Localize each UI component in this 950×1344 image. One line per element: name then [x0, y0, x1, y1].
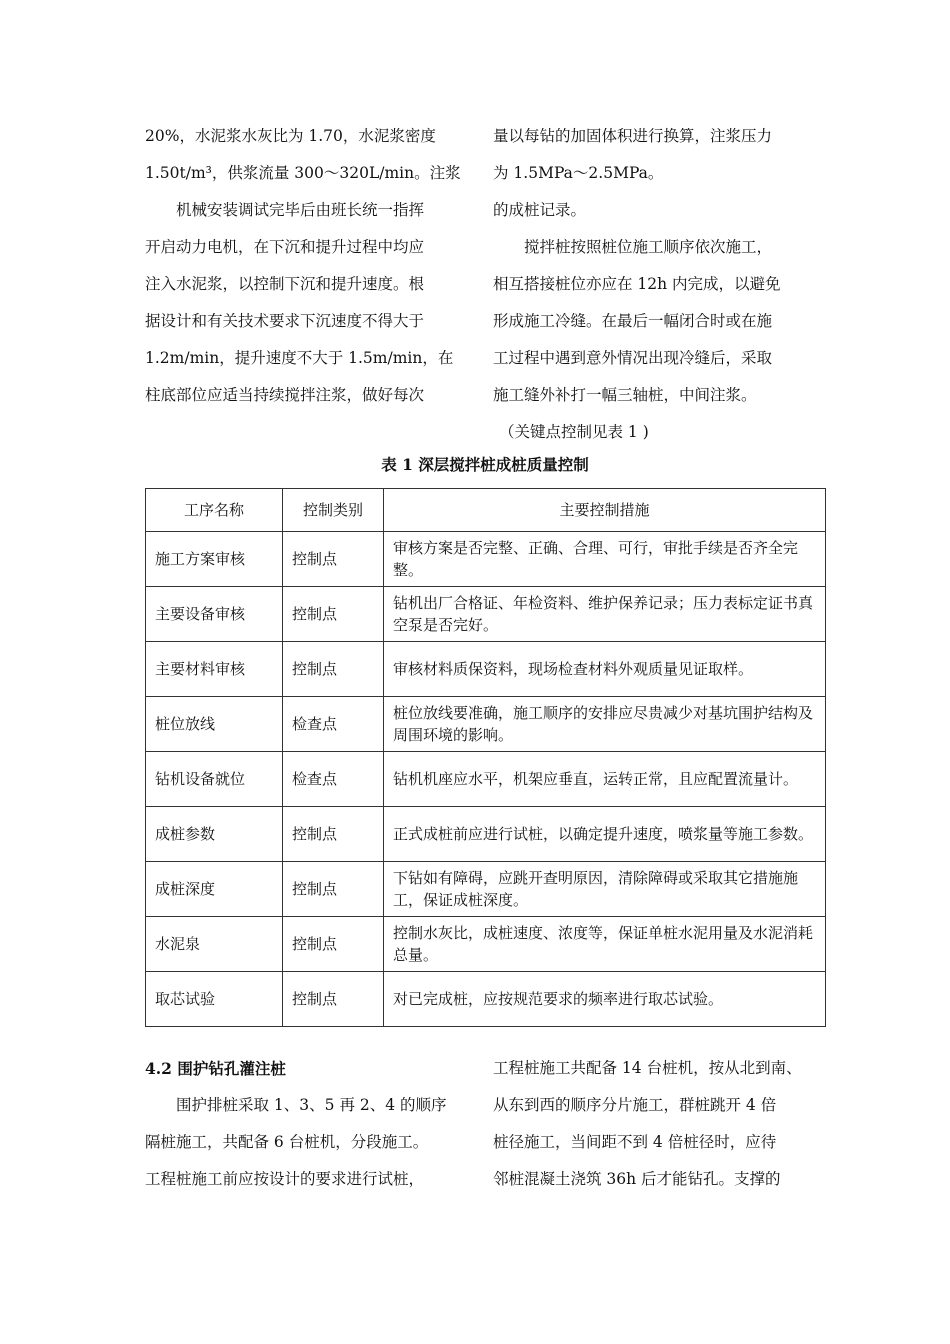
- table-row: [146, 642, 826, 697]
- process-name-cell: 水泥泉: [146, 917, 283, 972]
- table-row: [146, 532, 826, 587]
- control-measure-cell: 对已完成桩，应按规范要求的频率进行取芯试验。: [384, 972, 826, 1027]
- column-header: 工序名称: [146, 489, 283, 532]
- table-caption: 表 1 深层搅拌桩成桩质量控制: [381, 455, 589, 474]
- control-type-cell: 控制点: [283, 642, 384, 697]
- right-column-bottom: [493, 1050, 813, 1198]
- section-heading: 4.2 围护钻孔灌注桩: [145, 1059, 286, 1078]
- table-row: [146, 917, 826, 972]
- text-line: 20%，水泥浆水灰比为 1.70，水泥浆密度: [145, 127, 436, 145]
- text-line: 工过程中遇到意外情况出现冷缝后，采取: [493, 349, 773, 367]
- quality-control-table: [145, 488, 826, 1027]
- text-line: 注入水泥浆，以控制下沉和提升速度。根: [145, 275, 425, 293]
- right-column-top: [493, 118, 813, 451]
- left-column-top: [145, 118, 465, 414]
- table-row: [146, 862, 826, 917]
- text-line: 形成施工冷缝。在最后一幅闭合时或在施: [493, 312, 773, 330]
- text-line: 的成桩记录。: [493, 201, 587, 219]
- process-name-cell: 取芯试验: [146, 972, 283, 1027]
- table-row: [146, 752, 826, 807]
- text-line: 工程桩施工前应按设计的要求进行试桩，: [145, 1170, 425, 1188]
- text-line: 桩径施工，当间距不到 4 倍桩径时，应待: [493, 1133, 777, 1151]
- column-header: 主要控制措施: [384, 489, 826, 532]
- process-name-cell: 成桩参数: [146, 807, 283, 862]
- process-name-cell: 钻机设备就位: [146, 752, 283, 807]
- text-line: 开启动力电机，在下沉和提升过程中均应: [145, 238, 425, 256]
- text-line: 围护排桩采取 1、3、5 再 2、4 的顺序: [176, 1096, 447, 1114]
- control-measure-cell: 控制水灰比，成桩速度、浓度等，保证单桩水泥用量及水泥消耗总量。: [384, 917, 826, 972]
- control-type-cell: 控制点: [283, 862, 384, 917]
- text-line: 从东到西的顺序分片施工，群桩跳开 4 倍: [493, 1096, 777, 1114]
- table-row: [146, 972, 826, 1027]
- process-name-cell: 主要设备审核: [146, 587, 283, 642]
- control-type-cell: 控制点: [283, 807, 384, 862]
- control-type-cell: 控制点: [283, 917, 384, 972]
- table-row: [146, 807, 826, 862]
- control-type-cell: 控制点: [283, 972, 384, 1027]
- control-type-cell: 控制点: [283, 532, 384, 587]
- text-line: 工程桩施工共配备 14 台桩机，按从北到南、: [493, 1059, 802, 1077]
- control-measure-cell: 正式成桩前应进行试桩，以确定提升速度，喷浆量等施工参数。: [384, 807, 826, 862]
- control-type-cell: 检查点: [283, 697, 384, 752]
- table-reference: （关键点控制见表 1 ): [499, 423, 649, 441]
- text-line: 施工缝外补打一幅三轴桩，中间注浆。: [493, 386, 757, 404]
- text-line: 1.50t/m³，供浆流量 300～320L/min。注浆: [145, 164, 461, 182]
- text-line: 隔桩施工，共配备 6 台桩机，分段施工。: [145, 1133, 429, 1151]
- process-name-cell: 施工方案审核: [146, 532, 283, 587]
- control-measure-cell: 钻机机座应水平，机架应垂直，运转正常，且应配置流量计。: [384, 752, 826, 807]
- control-measure-cell: 审核方案是否完整、正确、合理、可行，审批手续是否齐全完整。: [384, 532, 826, 587]
- text-line: 据设计和有关技术要求下沉速度不得大于: [145, 312, 425, 330]
- control-measure-cell: 下钻如有障碍，应跳开查明原因，清除障碍或采取其它措施施工，保证成桩深度。: [384, 862, 826, 917]
- text-line: 柱底部位应适当持续搅拌注浆，做好每次: [145, 386, 425, 404]
- table-row: [146, 697, 826, 752]
- text-line: 邻桩混凝土浇筑 36h 后才能钻孔。支撑的: [493, 1170, 781, 1188]
- left-column-bottom: [145, 1050, 465, 1198]
- text-line: 机械安装调试完毕后由班长统一指挥: [176, 201, 425, 219]
- process-name-cell: 成桩深度: [146, 862, 283, 917]
- text-line: 搅拌桩按照桩位施工顺序依次施工，: [524, 238, 773, 256]
- control-measure-cell: 钻机出厂合格证、年检资料、维护保养记录；压力表标定证书真空泵是否完好。: [384, 587, 826, 642]
- control-type-cell: 控制点: [283, 587, 384, 642]
- table-header-row: [146, 489, 826, 532]
- process-name-cell: 主要材料审核: [146, 642, 283, 697]
- text-line: 相互搭接桩位亦应在 12h 内完成，以避免: [493, 275, 781, 293]
- column-header: 控制类别: [283, 489, 384, 532]
- control-measure-cell: 桩位放线要准确，施工顺序的安排应尽贵减少对基坑围护结构及周围环境的影响。: [384, 697, 826, 752]
- text-line: 1.2m/min，提升速度不大于 1.5m/min，在: [145, 349, 454, 367]
- text-line: 为 1.5MPa～2.5MPa。: [493, 164, 664, 182]
- text-line: 量以每钻的加固体积进行换算，注浆压力: [493, 127, 773, 145]
- table-row: [146, 587, 826, 642]
- control-type-cell: 检查点: [283, 752, 384, 807]
- control-measure-cell: 审核材料质保资料，现场检查材料外观质量见证取样。: [384, 642, 826, 697]
- process-name-cell: 桩位放线: [146, 697, 283, 752]
